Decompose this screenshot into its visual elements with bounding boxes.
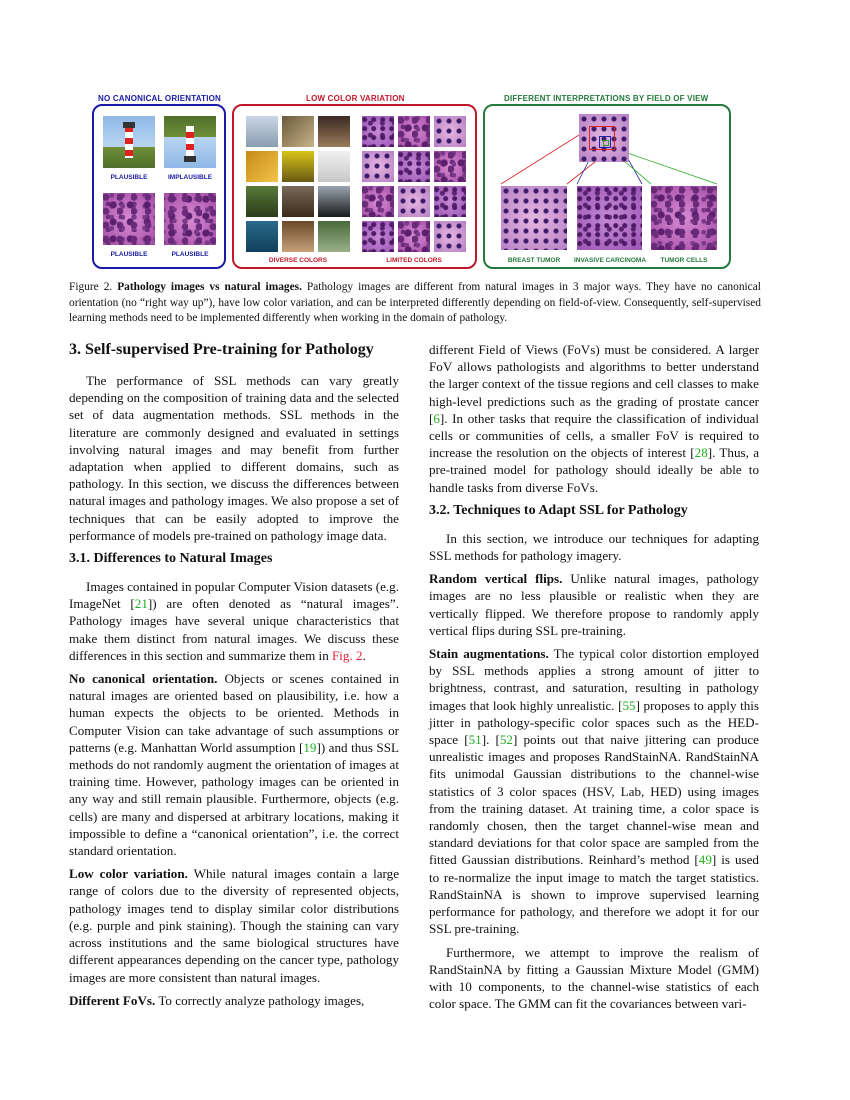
label-plausible-2: PLAUSIBLE bbox=[110, 251, 148, 258]
label-diverse-colors: DIVERSE COLORS bbox=[268, 257, 328, 264]
paragraph-stain-augmentations: Stain augmentations. The typical color distortion employed by SSL methods applies a strong amount of jitter to brightness, contrast, and saturation, resulting in pathology images that look highly unrealistic. [55] proposes to apply this jitter in pathology-specific color spaces such as the HED-space [51]. [52] points out that naive jittering can produce unrealistic images and proposes RandStainNA. RandStainNA fits unimodal Gaussian distributions to the channel-wise statistics of 3 color spaces (HSV, Lab, HED) using images from the training dataset. At training time, a color space is randomly chosen, then the target channel-wise mean and standard deviations for that color space are sampled from the fitted Gaussian distributions. Reinhard’s method [49] is used to re-normalize the input image to match the target statistics. RandStainNA is shown to improve supervised learning performance for pathology, and therefore we adopt it for our SSL pre-training. bbox=[429, 646, 759, 937]
section-title: 3. Self-supervised Pre-training for Pathology bbox=[69, 341, 374, 358]
pathology-image-7 bbox=[362, 186, 394, 217]
caption-text: Pathology images are different from natural images in 3 major ways. They have no canonical orientation (no “right way up”), have low color variation, and can be interpreted differently depending on field-of-view. Consequently, self-supervised learning methods need to be implemented differently when working in the domain of pathology. bbox=[69, 281, 761, 325]
panel-title-orientation: NO CANONICAL ORIENTATION bbox=[98, 94, 222, 103]
natural-image-11 bbox=[282, 221, 314, 252]
label-plausible-3: PLAUSIBLE bbox=[171, 251, 209, 258]
citation-link[interactable]: 51 bbox=[468, 732, 482, 748]
natural-image-8 bbox=[282, 186, 314, 217]
paragraph-fovs: Different FoVs. To correctly analyze pathology images, bbox=[69, 992, 365, 1008]
panel-title-fov: DIFFERENT INTERPRETATIONS BY FIELD OF VIEW bbox=[504, 94, 709, 103]
slide-overview-image bbox=[579, 114, 629, 162]
subsection-3-1-title: 3.1. Differences to Natural Images bbox=[69, 551, 273, 567]
natural-image-10 bbox=[246, 221, 278, 252]
intro-paragraph: The performance of SSL methods can vary greatly depending on the composition of training data and the selected set of data augmentation methods. SSL methods in the literature are commonly designed and evaluated in settings involving natural images and may benefit from further adaptation when applied to different domains, such as pathology. In this section, we discuss the differences between natural images and pathology images. We also propose a set of techniques that can be easily adopted to improve the performance of models pre-trained on pathology image data. bbox=[69, 373, 399, 543]
figure-caption bbox=[69, 280, 761, 327]
tumor-cells-image bbox=[651, 186, 717, 250]
caption-label: Figure 2. bbox=[69, 281, 113, 293]
paragraph-orientation: No canonical orientation. Objects or scenes contained in natural images are oriented based on plausibility, i.e. how a human expects the objects to be oriented. Methods in Computer Vision can take advantage of such assumptions or patterns (e.g. Manhattan World assumption [19]) and thus SSL methods do not randomly augment the orientation of images at training time. However, pathology images can be oriented in any way and still remain plausible. Furthermore, objects (e.g. cells) are many and dispersed at arbitrary locations, making it impossible to define a “canonical orientation”, i.e. the correct standard orientation. bbox=[69, 671, 399, 859]
label-plausible-1: PLAUSIBLE bbox=[110, 174, 148, 181]
pathology-image-12 bbox=[434, 221, 466, 252]
paragraph-techniques-intro: In this section, we introduce our techniques for adapting SSL methods for pathology imagery. bbox=[429, 530, 759, 564]
label-breast-tumor: BREAST TUMOR bbox=[507, 257, 561, 264]
pathology-image-3 bbox=[434, 116, 466, 147]
paragraph-fov-continued: different Field of Views (FoVs) must be considered. A larger FoV allows pathologists and algorithms to better understand the larger context of the tissue regions and cell classes to make high-level predictions such as the grading of prostate cancer [6]. In other tasks that require the classification of individual cells or communities of cells, a smaller FoV is required to increase the resolution on the objects of interest [28]. Thus, a pre-trained model for pathology should ideally be able to handle tasks from diverse FoVs. bbox=[429, 342, 760, 495]
citation-link[interactable]: 49 bbox=[698, 852, 712, 868]
lighthouse-flipped-image bbox=[164, 116, 216, 168]
pathology-image-5 bbox=[398, 151, 430, 182]
figure-reference-link[interactable]: Fig. 2 bbox=[332, 647, 363, 663]
label-tumor-cells: TUMOR CELLS bbox=[660, 257, 708, 264]
pathology-image-6 bbox=[434, 151, 466, 182]
lighthouse-upright-image bbox=[103, 116, 155, 168]
run-in-heading: Stain augmentations. bbox=[429, 646, 549, 662]
citation-link[interactable]: 52 bbox=[499, 732, 513, 748]
paragraph-vertical-flips: Random vertical flips. Unlike natural images, pathology images are no less plausible or realistic when they are vertically flipped. We therefore propose to randomly apply vertical flips during SSL pre-training. bbox=[429, 571, 759, 638]
tissue-flipped-image bbox=[164, 193, 216, 245]
run-in-heading: Random vertical flips. bbox=[429, 571, 563, 587]
right-column bbox=[429, 341, 759, 1018]
tissue-upright-image bbox=[103, 193, 155, 245]
label-implausible: IMPLAUSIBLE bbox=[167, 174, 213, 181]
caption-title: Pathology images vs natural images. bbox=[117, 281, 302, 293]
pathology-image-1 bbox=[362, 116, 394, 147]
natural-image-3 bbox=[318, 116, 350, 147]
natural-image-12 bbox=[318, 221, 350, 252]
run-in-heading: No canonical orientation. bbox=[69, 671, 218, 687]
paragraph-gmm: Furthermore, we attempt to improve the realism of RandStainNA by fitting a Gaussian Mixture Model (GMM) with 10 components, to the channel-wise statistics of each color space. The GMM can fit the covariances between vari- bbox=[429, 944, 759, 1012]
paragraph-color-variation: Low color variation. While natural images contain a large range of colors due to the diversity of represented objects, pathology images tend to display similar color distributions (e.g. purple and pink staining). Though the staining can vary across institutions and the same biological structures have different appearances depending on the cancer type, pathology images are more consistent than natural images. bbox=[69, 866, 400, 985]
run-in-heading: Low color variation. bbox=[69, 866, 188, 882]
natural-image-6 bbox=[318, 151, 350, 182]
pathology-image-2 bbox=[398, 116, 430, 147]
natural-image-5 bbox=[282, 151, 314, 182]
natural-image-7 bbox=[246, 186, 278, 217]
panel-orientation bbox=[92, 104, 226, 269]
natural-image-2 bbox=[282, 116, 314, 147]
pathology-image-11 bbox=[398, 221, 430, 252]
label-limited-colors: LIMITED COLORS bbox=[386, 257, 442, 264]
pathology-image-9 bbox=[434, 186, 466, 217]
citation-link[interactable]: 28 bbox=[694, 445, 708, 461]
citation-link[interactable]: 21 bbox=[134, 596, 148, 612]
panel-fov bbox=[483, 104, 731, 269]
panel-title-color: LOW COLOR VARIATION bbox=[306, 94, 405, 103]
pathology-image-8 bbox=[398, 186, 430, 217]
pathology-image-4 bbox=[362, 151, 394, 182]
label-invasive-carcinoma: INVASIVE CARCINOMA bbox=[573, 257, 647, 264]
breast-tumor-image bbox=[501, 186, 567, 250]
citation-link[interactable]: 55 bbox=[622, 697, 636, 713]
citation-link[interactable]: 6 bbox=[433, 410, 440, 426]
citation-link[interactable]: 19 bbox=[303, 739, 317, 755]
paragraph-datasets: Images contained in popular Computer Vision datasets (e.g. ImageNet [21]) are often denoted as “natural images”. Pathology images have several unique characteristics that make them distinct from natural images. We discuss these differences in this section and summarize them in Fig. 2. bbox=[69, 579, 399, 663]
subsection-3-2-title: 3.2. Techniques to Adapt SSL for Pathology bbox=[429, 502, 688, 518]
natural-image-9 bbox=[318, 186, 350, 217]
natural-image-4 bbox=[246, 151, 278, 182]
pathology-image-10 bbox=[362, 221, 394, 252]
natural-image-1 bbox=[246, 116, 278, 147]
invasive-carcinoma-image bbox=[577, 186, 642, 250]
left-column bbox=[69, 340, 399, 1015]
run-in-heading: Different FoVs. bbox=[69, 992, 156, 1008]
panel-color bbox=[232, 104, 477, 269]
